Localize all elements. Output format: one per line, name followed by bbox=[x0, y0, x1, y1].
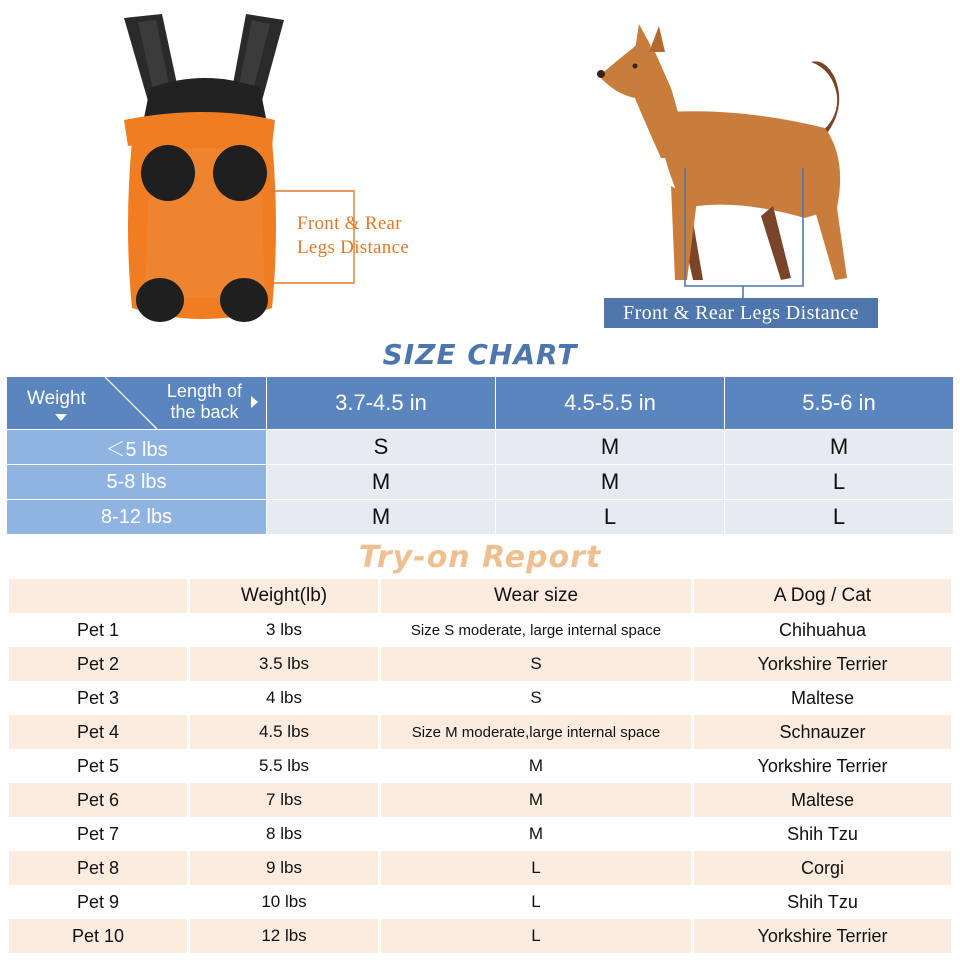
size-chart-cell: L bbox=[725, 465, 954, 500]
size-chart-row-weight: 8-12 lbs bbox=[7, 500, 267, 535]
corner-length-line2: the back bbox=[170, 402, 239, 422]
try-on-row bbox=[9, 613, 951, 647]
size-chart-cell: M bbox=[267, 465, 496, 500]
pet-name: Pet 4 bbox=[9, 715, 187, 749]
size-chart-table bbox=[6, 376, 954, 535]
pet-weight: 5.5 lbs bbox=[258, 756, 310, 775]
try-on-row bbox=[9, 783, 951, 817]
size-chart-cell: L bbox=[725, 500, 954, 535]
pet-carrier-image bbox=[110, 8, 440, 338]
bag-callout-line2: Legs Distance bbox=[297, 237, 410, 258]
pet-name: Pet 9 bbox=[76, 891, 120, 912]
try-on-row bbox=[9, 817, 951, 851]
pet-name: Pet 5 bbox=[76, 755, 120, 776]
size-chart-heading: SIZE CHART bbox=[382, 338, 578, 371]
try-on-heading: Try-on Report bbox=[358, 540, 602, 575]
pet-weight: 3 lbs bbox=[266, 620, 302, 639]
pet-breed: Shih Tzu bbox=[787, 823, 858, 844]
pet-wear-size: L bbox=[381, 919, 691, 953]
corner-weight-label: Weight bbox=[27, 388, 86, 409]
pet-wear-size: S bbox=[530, 688, 542, 707]
pet-name: Pet 3 bbox=[76, 687, 120, 708]
size-chart-row-weight: 5-8 lbs bbox=[7, 465, 267, 500]
try-on-header-cell: Weight(lb) bbox=[190, 579, 378, 613]
size-chart-cell: M bbox=[725, 430, 954, 465]
try-on-header-cell bbox=[9, 579, 187, 613]
down-arrow-icon bbox=[55, 414, 67, 421]
pet-breed: Corgi bbox=[694, 851, 951, 885]
pet-weight: 7 lbs bbox=[190, 783, 378, 817]
size-chart-row bbox=[7, 430, 954, 465]
size-chart-column-header: 4.5-5.5 in bbox=[496, 377, 725, 430]
pet-wear-size: M bbox=[381, 783, 691, 817]
try-on-row bbox=[9, 715, 951, 749]
try-on-row bbox=[9, 681, 951, 715]
pet-weight: 4.5 lbs bbox=[190, 715, 378, 749]
dog-illustration bbox=[585, 18, 885, 328]
bag-callout-line1: Front & Rear bbox=[297, 213, 402, 234]
pet-weight: 9 lbs bbox=[190, 851, 378, 885]
size-chart-cell: M bbox=[267, 500, 496, 535]
size-chart-corner-cell bbox=[7, 377, 267, 430]
pet-wear-size: M bbox=[528, 756, 544, 775]
pet-carrier-illustration bbox=[110, 8, 440, 338]
size-chart-header-row bbox=[7, 377, 954, 430]
right-arrow-icon bbox=[251, 396, 258, 408]
pet-wear-size: L bbox=[531, 892, 541, 911]
pet-weight: 8 lbs bbox=[266, 824, 302, 843]
pet-breed: Shih Tzu bbox=[787, 891, 858, 912]
pet-breed: Yorkshire Terrier bbox=[757, 755, 888, 776]
size-chart-cell: M bbox=[496, 430, 725, 465]
pet-breed: Maltese bbox=[694, 783, 951, 817]
corner-length-line1: Length of bbox=[166, 381, 242, 401]
size-chart-cell: M bbox=[496, 465, 725, 500]
pet-name: Pet 7 bbox=[76, 823, 120, 844]
pet-wear-size: S bbox=[381, 647, 691, 681]
bag-callout-label bbox=[297, 212, 409, 260]
pet-weight: 10 lbs bbox=[261, 892, 307, 911]
pet-wear-size: Size M moderate,large internal space bbox=[381, 715, 691, 749]
size-chart-column-header: 3.7-4.5 in bbox=[267, 377, 496, 430]
dog-measurement-label: Front & Rear Legs Distance bbox=[604, 298, 878, 328]
try-on-table bbox=[6, 579, 954, 953]
pet-breed: Schnauzer bbox=[694, 715, 951, 749]
size-chart-row bbox=[7, 500, 954, 535]
try-on-header-cell: A Dog / Cat bbox=[694, 579, 951, 613]
pet-breed: Yorkshire Terrier bbox=[694, 919, 951, 953]
pet-name: Pet 1 bbox=[76, 619, 120, 640]
try-on-row bbox=[9, 647, 951, 681]
pet-breed: Chihuahua bbox=[778, 619, 867, 640]
dog-image bbox=[585, 18, 885, 328]
try-on-header-cell: Wear size bbox=[381, 579, 691, 613]
pet-breed: Maltese bbox=[790, 687, 855, 708]
pet-name: Pet 6 bbox=[9, 783, 187, 817]
try-on-row bbox=[9, 749, 951, 783]
size-chart-row-weight: ＜5 lbs bbox=[7, 430, 267, 465]
pet-weight: 12 lbs bbox=[190, 919, 378, 953]
try-on-header-row bbox=[9, 579, 951, 613]
pet-name: Pet 8 bbox=[9, 851, 187, 885]
pet-weight: 3.5 lbs bbox=[190, 647, 378, 681]
try-on-row bbox=[9, 851, 951, 885]
pet-wear-size: M bbox=[528, 824, 544, 843]
try-on-row bbox=[9, 885, 951, 919]
pet-wear-size: L bbox=[381, 851, 691, 885]
size-chart-cell: S bbox=[267, 430, 496, 465]
pet-weight: 4 lbs bbox=[266, 688, 302, 707]
size-chart-row bbox=[7, 465, 954, 500]
try-on-row bbox=[9, 919, 951, 953]
pet-breed: Yorkshire Terrier bbox=[694, 647, 951, 681]
pet-wear-size: Size S moderate, large internal space bbox=[410, 621, 662, 639]
pet-name: Pet 2 bbox=[9, 647, 187, 681]
corner-length-label bbox=[167, 381, 242, 423]
size-chart-column-header: 5.5-6 in bbox=[725, 377, 954, 430]
size-chart-cell: L bbox=[496, 500, 725, 535]
pet-name: Pet 10 bbox=[9, 919, 187, 953]
